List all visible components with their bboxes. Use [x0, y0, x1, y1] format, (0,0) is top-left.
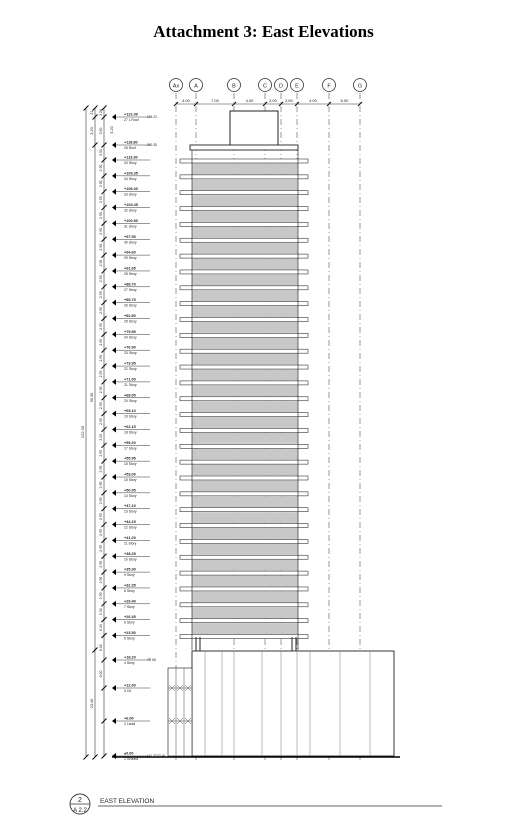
floor-slab — [180, 397, 308, 401]
floor-slab — [180, 555, 308, 559]
story-dim-value: 2.95 — [99, 576, 103, 584]
level-arrow — [112, 205, 116, 211]
level-name: 24 Story — [124, 335, 137, 340]
level-elevation: +109.35 — [124, 171, 138, 176]
level-elevation: +26.45 — [124, 615, 136, 620]
story-dim-value: 3.50 — [99, 149, 103, 156]
level-name: 4 Story — [124, 661, 135, 665]
level-elevation: +82.80 — [124, 314, 136, 318]
floor-slab — [180, 476, 308, 480]
level-name: 33 Story — [124, 161, 137, 165]
level-arrow — [112, 458, 116, 464]
level-name: 34 Story — [124, 176, 137, 181]
level-name: 30 Story — [124, 240, 137, 245]
glazing-band — [192, 195, 298, 206]
grid-label: E — [295, 83, 299, 90]
level-arrow — [112, 601, 116, 607]
level-arrow — [112, 379, 116, 385]
level-elevation: +85.75 — [124, 298, 136, 303]
level-elevation: +103.45 — [124, 203, 138, 208]
floor-slab — [180, 191, 308, 195]
glazing-band — [192, 227, 298, 238]
glazing-band — [192, 528, 298, 539]
story-dim-value: 2.95 — [99, 164, 103, 172]
level-elevation: +18.20 — [124, 655, 136, 660]
grid-spacing: 4.00 — [182, 98, 190, 103]
story-dim-value: 2.95 — [99, 259, 103, 267]
floor-slab — [180, 619, 308, 623]
glazing-band — [192, 322, 298, 333]
overall-dim-value: 99.30 — [90, 392, 94, 403]
level-note: (-)0.25 93.46 — [147, 754, 166, 758]
level-name: 1 Ground — [124, 757, 139, 761]
grid-spacing: 7.00 — [211, 98, 219, 103]
story-dim-value: 2.95 — [99, 243, 103, 251]
glazing-band — [192, 179, 298, 190]
level-elevation: +73.95 — [124, 361, 136, 366]
grid-label: D — [279, 83, 283, 90]
level-elevation: +53.00 — [124, 472, 136, 477]
grid-spacing: 2.00 — [269, 98, 277, 103]
level-name: 29 Story — [124, 256, 137, 261]
dimension-chains — [80, 106, 114, 760]
floor-slab — [180, 349, 308, 353]
level-arrow — [112, 411, 116, 417]
level-name: 28 Story — [124, 271, 137, 276]
glazing-band — [192, 465, 298, 476]
level-elevation: +35.30 — [124, 567, 136, 572]
story-dim-value: 2.95 — [99, 513, 103, 521]
floor-slab — [180, 428, 308, 432]
story-dim-value: 5.30 — [99, 608, 103, 616]
story-dim-value: 2.95 — [99, 481, 103, 489]
level-elevation: +68.05 — [124, 393, 136, 398]
level-elevation: +29.40 — [124, 599, 136, 604]
level-arrow — [112, 490, 116, 496]
level-name: 15 Story — [124, 478, 137, 482]
story-dim-value: 2.95 — [99, 227, 103, 235]
glazing-band — [192, 274, 298, 285]
glazing-band — [192, 576, 298, 587]
story-dim-value: 2.95 — [99, 323, 103, 330]
floor-slab — [180, 365, 308, 369]
glazing-band — [192, 433, 298, 444]
glazing-band — [192, 449, 298, 460]
glazing-band — [192, 401, 298, 412]
level-name: 6 Story — [124, 620, 135, 625]
level-arrow — [112, 331, 116, 337]
grid-label: F — [327, 83, 331, 90]
level-arrow — [112, 189, 116, 195]
grid-spacing: 4.00 — [245, 98, 254, 103]
level-name: 12 Story — [124, 525, 137, 530]
level-elevation: +97.55 — [124, 234, 136, 239]
level-arrow — [112, 316, 116, 322]
floor-slab — [180, 286, 308, 290]
overall-dim-value: 3.20 — [90, 127, 94, 135]
level-elevation: +65.10 — [124, 409, 136, 414]
level-elevation: +44.15 — [124, 520, 136, 525]
glazing-band — [192, 164, 298, 175]
story-dim-value: 2.95 — [99, 544, 103, 552]
story-dim-value: 2.95 — [99, 560, 103, 568]
glazing-band — [192, 607, 298, 618]
detail-number: 2 — [78, 797, 82, 804]
detail-sheet: A 2.2 — [73, 808, 87, 814]
floor-slab — [180, 333, 308, 337]
story-dim-value: 2.95 — [99, 418, 103, 425]
level-elevation: +88.70 — [124, 282, 136, 287]
glazing-band — [192, 385, 298, 396]
level-arrow — [112, 395, 116, 401]
level-name: 23 Story — [124, 351, 137, 356]
story-dim-value: 2.95 — [99, 212, 103, 219]
level-arrow — [112, 753, 116, 759]
level-elevation: +79.85 — [124, 329, 136, 334]
total-dim-value: 122.30 — [80, 425, 85, 439]
floor-slab — [180, 207, 308, 211]
drawing-caption: EAST ELEVATION — [100, 798, 155, 805]
level-note: TR 68 — [147, 658, 156, 662]
floor-slab — [180, 381, 308, 385]
level-elevation: +59.20 — [124, 440, 136, 445]
roof-parapet — [190, 145, 298, 150]
level-name: 25 Story — [124, 319, 137, 324]
level-markers — [112, 113, 165, 762]
glazing-band — [192, 290, 298, 301]
overall-dim-value: 23.40 — [90, 698, 94, 709]
floor-slab — [180, 318, 308, 322]
story-dim-value: 2.95 — [99, 465, 103, 473]
level-elevation: +23.50 — [124, 631, 136, 635]
level-name: 27 L Roof — [124, 118, 139, 122]
level-name: 13 Story — [124, 509, 137, 514]
level-arrow — [112, 522, 116, 528]
level-name: 26 Roof — [124, 146, 136, 150]
story-dim-value: 2.95 — [99, 402, 103, 410]
glazing-band — [192, 259, 298, 270]
level-name: 18 Story — [124, 430, 137, 435]
level-elevation: +113.30 — [124, 155, 138, 160]
story-dim-value: 2.95 — [99, 338, 103, 346]
glazing-band — [192, 338, 298, 349]
floor-slab — [180, 635, 308, 639]
story-dim-value: 2.95 — [99, 291, 103, 299]
floor-slab — [180, 270, 308, 274]
level-arrow — [112, 506, 116, 512]
glazing-band — [192, 512, 298, 523]
story-dim-value: 3.20 — [99, 109, 103, 116]
page-title: Attachment 3: East Elevations — [153, 22, 374, 41]
grid-spacing: 4.00 — [309, 98, 317, 103]
glazing-band — [192, 544, 298, 555]
level-name: 5 Story — [124, 636, 135, 641]
level-arrow — [112, 685, 116, 691]
level-name: 3 Cit — [124, 689, 131, 693]
level-arrow — [112, 114, 116, 120]
level-arrow — [112, 718, 116, 724]
glazing-band — [192, 306, 298, 317]
podium-block — [192, 651, 394, 756]
floor-slab — [180, 222, 308, 226]
level-arrow — [112, 284, 116, 290]
glazing-band — [192, 623, 298, 634]
grid-label: B — [232, 83, 236, 90]
level-arrow — [112, 220, 116, 226]
level-elevation: +71.00 — [124, 377, 136, 382]
level-elevation: +50.05 — [124, 488, 136, 493]
level-name: 11 Story — [124, 541, 137, 546]
glazing-band — [192, 496, 298, 507]
level-name: 9 Story — [124, 573, 135, 578]
grid-label: G — [357, 83, 363, 90]
level-arrow — [112, 236, 116, 242]
floor-slab — [180, 539, 308, 543]
story-dim-value: 6.00 — [99, 644, 103, 652]
level-name: 31 Story — [124, 224, 137, 229]
floor-slab — [180, 444, 308, 448]
story-dim-value: 3.50 — [99, 127, 103, 135]
level-arrow — [112, 657, 116, 663]
level-name: 33 Story — [124, 192, 137, 197]
story-dim-value: 2.95 — [99, 307, 103, 314]
grid-label: A — [194, 83, 198, 90]
level-elevation: +100.50 — [124, 218, 138, 223]
level-elevation: ±0.00 — [124, 751, 134, 756]
story-dim-value: 2.95 — [99, 529, 103, 536]
floor-slab — [180, 413, 308, 417]
level-arrow — [112, 426, 116, 432]
story-dim-value: 2.95 — [99, 354, 103, 362]
level-name: 10 Story — [124, 557, 137, 562]
level-name: 2 Landl — [124, 722, 136, 726]
floor-slab — [180, 524, 308, 528]
level-arrow — [112, 537, 116, 543]
level-name: 17 Story — [124, 446, 137, 451]
story-dim-value: 2.95 — [99, 497, 103, 505]
level-name: 22 Story — [124, 367, 137, 372]
story-dim-value: 2.95 — [99, 275, 103, 283]
level-arrow — [112, 347, 116, 353]
level-name: 7 Story — [124, 604, 135, 609]
level-elevation: +76.90 — [124, 345, 136, 350]
floor-slab — [180, 460, 308, 464]
glazing-band — [192, 560, 298, 571]
story-dim-value: 2.95 — [99, 449, 103, 457]
level-arrow — [112, 442, 116, 448]
glazing-band — [192, 354, 298, 365]
floor-slab — [180, 603, 308, 607]
level-name: 21 Story — [124, 382, 137, 387]
story-dim-value: 2.95 — [99, 196, 103, 204]
level-name: 32 Story — [124, 208, 137, 213]
level-name: 20 Story — [124, 398, 137, 403]
level-arrow — [112, 633, 116, 639]
glazing-band — [192, 481, 298, 492]
level-arrow — [112, 553, 116, 559]
level-elevation: +6.00 — [124, 716, 134, 721]
level-name: 19 Story — [124, 414, 137, 419]
grid-spacing: 6.00 — [340, 98, 349, 103]
level-note: 126.23 — [147, 115, 157, 119]
floor-slab — [180, 587, 308, 591]
grid-spacing: 2.60 — [285, 98, 293, 103]
floor-slab — [180, 238, 308, 242]
grid-label: Ax — [172, 83, 180, 90]
roof-penthouse — [230, 111, 278, 146]
glazing-band — [192, 417, 298, 428]
story-dim-value: 2.95 — [99, 180, 103, 188]
level-elevation: +106.40 — [124, 187, 138, 192]
level-elevation: +12.00 — [124, 683, 136, 688]
drawing-title-block — [70, 794, 442, 814]
floor-slab — [180, 254, 308, 258]
level-name: 26 Story — [124, 303, 137, 308]
level-arrow — [112, 474, 116, 480]
level-arrow — [112, 173, 116, 179]
floor-slab — [180, 302, 308, 306]
level-arrow — [112, 363, 116, 369]
story-dim-value: 2.95 — [99, 386, 103, 394]
story-dim-value: 2.95 — [99, 370, 103, 378]
level-arrow — [112, 142, 116, 148]
floor-slab — [180, 492, 308, 496]
glazing-band — [192, 211, 298, 222]
level-elevation: +41.20 — [124, 535, 136, 540]
level-arrow — [112, 300, 116, 306]
overall-dim-value: 21 — [90, 110, 94, 115]
story-dim-value: 6.00 — [99, 670, 103, 678]
level-note: 200.35 — [147, 143, 157, 147]
floor-slab — [180, 175, 308, 179]
floor-slab — [180, 159, 308, 163]
floor-slab — [180, 508, 308, 512]
level-arrow — [112, 569, 116, 575]
level-elevation: +55.95 — [124, 456, 136, 461]
level-elevation: +94.60 — [124, 250, 136, 255]
level-elevation: +122.00 — [124, 112, 138, 117]
story-dim-value: 3.25 — [99, 433, 103, 441]
level-name: 14 Story — [124, 493, 137, 498]
level-arrow — [112, 585, 116, 591]
top-dim-value: 3.20 — [110, 126, 114, 134]
level-elevation: +32.35 — [124, 583, 136, 588]
level-arrow — [112, 252, 116, 258]
glazing-band — [192, 370, 298, 381]
story-dim-value: 2.95 — [99, 592, 103, 600]
level-name: 16 Story — [124, 462, 137, 467]
podium-stair — [168, 668, 192, 756]
story-dim-value: 6.20 — [99, 624, 103, 631]
level-elevation: +38.25 — [124, 551, 136, 556]
level-name: 8 Story — [124, 588, 135, 593]
grid-label: C — [263, 83, 267, 90]
glazing-band — [192, 243, 298, 254]
level-elevation: +118.80 — [124, 140, 138, 145]
glazing-band — [192, 591, 298, 602]
level-arrow — [112, 617, 116, 623]
level-elevation: +91.65 — [124, 266, 136, 271]
level-arrow — [112, 268, 116, 274]
floor-slab — [180, 571, 308, 575]
level-name: 27 Story — [124, 287, 137, 292]
level-elevation: +47.10 — [124, 504, 136, 509]
level-arrow — [112, 157, 116, 163]
level-elevation: +62.15 — [124, 424, 136, 429]
